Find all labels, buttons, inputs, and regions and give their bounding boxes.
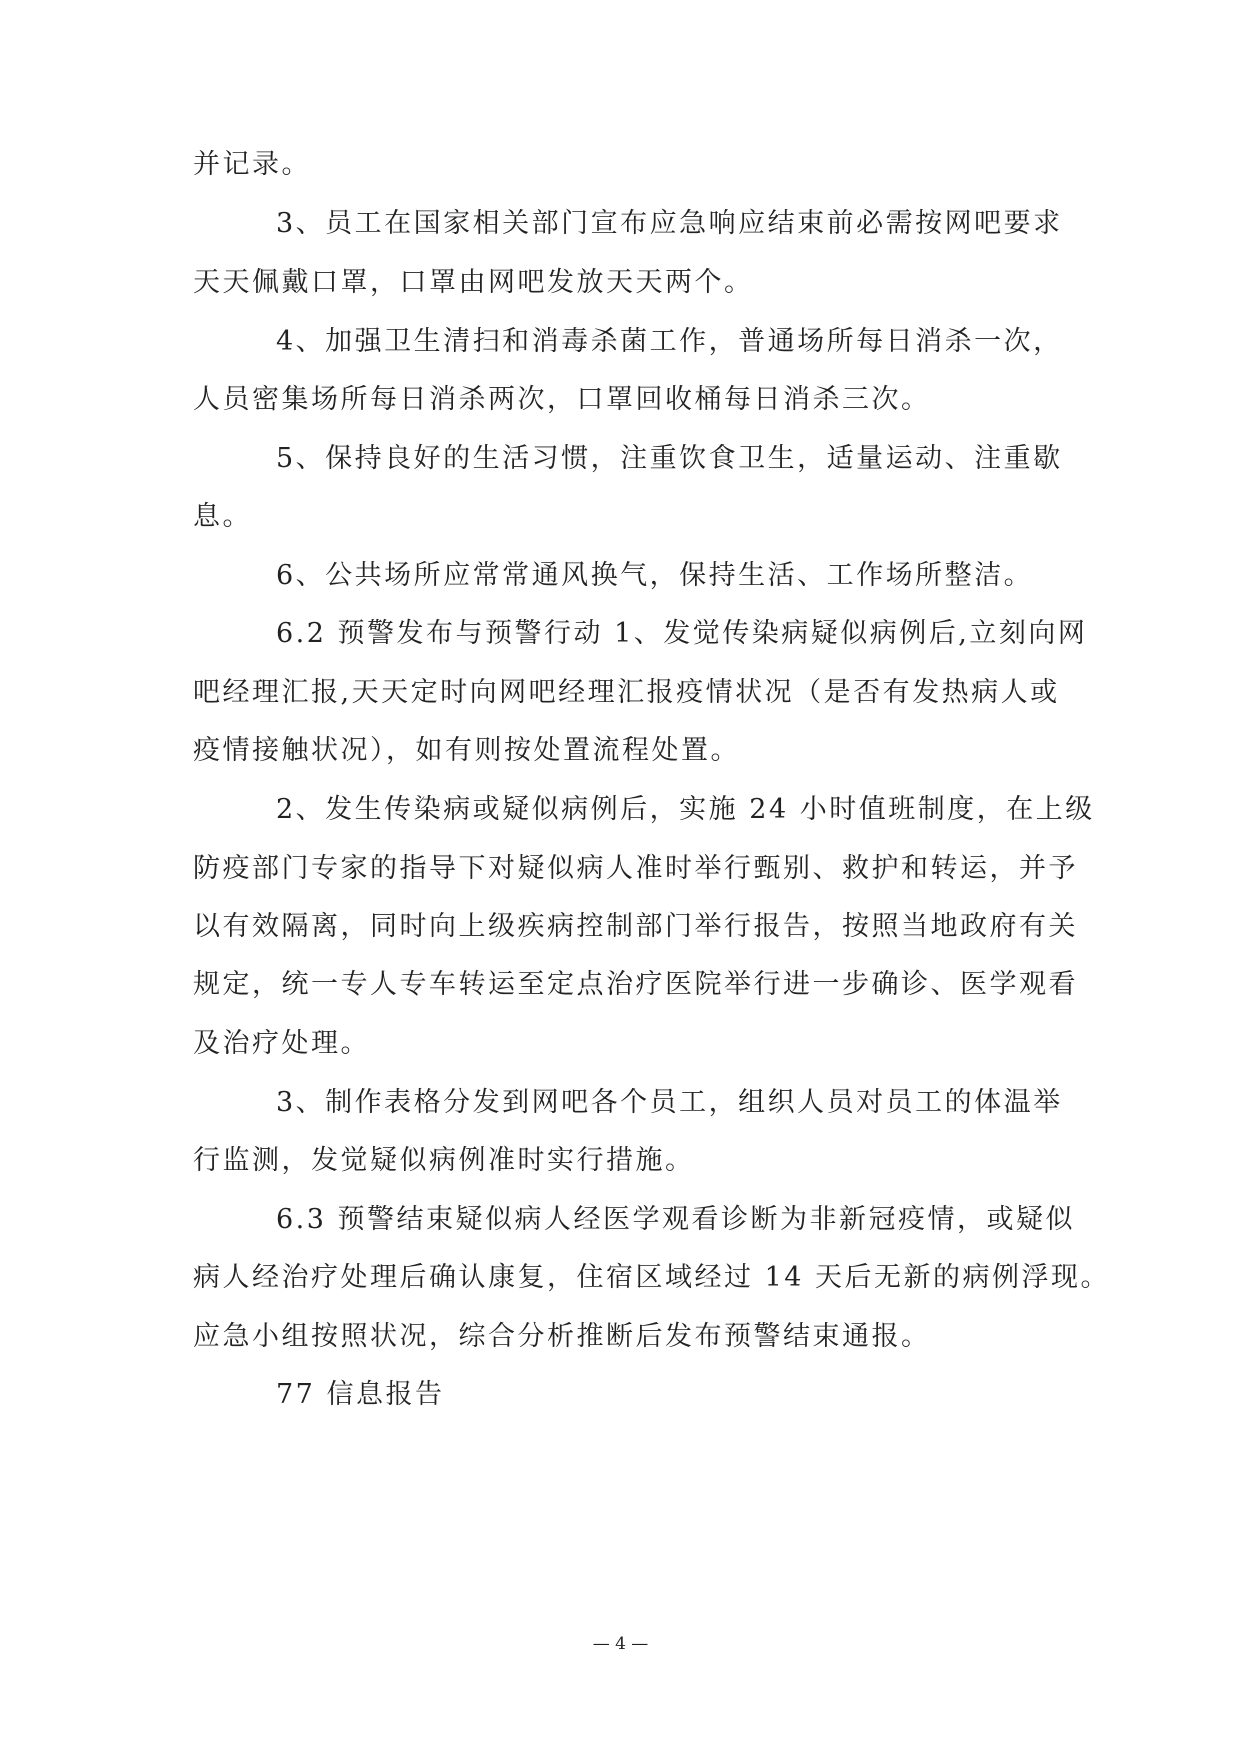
text-line: 5、保持良好的生活习惯，注重饮食卫生，适量运动、注重歇 (276, 443, 1063, 474)
text-line: 应急小组按照状况，综合分析推断后发布预警结束通报。 (193, 1321, 931, 1352)
text-line: 天天佩戴口罩，口罩由网吧发放天天两个。 (193, 267, 754, 298)
section-heading: 77 信息报告 (276, 1379, 445, 1410)
text-line: 规定，统一专人专车转运至定点治疗医院举行进一步确诊、医学观看 (193, 969, 1078, 1000)
text-line: 3、员工在国家相关部门宣布应急响应结束前必需按网吧要求 (276, 208, 1063, 239)
text-line: 以有效隔离，同时向上级疾病控制部门举行报告，按照当地政府有关 (193, 911, 1078, 942)
text-line: 防疫部门专家的指导下对疑似病人准时举行甄别、救护和转运，并予 (193, 853, 1078, 884)
text-line: 行监测，发觉疑似病例准时实行措施。 (193, 1145, 695, 1176)
text-line: 吧经理汇报,天天定时向网吧经理汇报疫情状况（是否有发热病人或 (193, 677, 1060, 708)
text-line: 4、加强卫生清扫和消毒杀菌工作，普通场所每日消杀一次， (276, 326, 1063, 357)
text-line: 2、发生传染病或疑似病例后，实施 24 小时值班制度，在上级 (276, 794, 1095, 825)
text-line: 6、公共场所应常常通风换气，保持生活、工作场所整洁。 (276, 560, 1034, 591)
text-line: 人员密集场所每日消杀两次，口罩回收桶每日消杀三次。 (193, 384, 931, 415)
text-line: 6.3 预警结束疑似病人经医学观看诊断为非新冠疫情，或疑似 (276, 1204, 1076, 1235)
text-line: 及治疗处理。 (193, 1028, 370, 1059)
text-line: 并记录。 (193, 149, 311, 180)
page-number: — 4 — (592, 1634, 649, 1654)
text-line: 6.2 预警发布与预警行动 1、发觉传染病疑似病例后,立刻向网 (276, 618, 1088, 649)
text-line: 疫情接触状况），如有则按处置流程处置。 (193, 735, 740, 766)
text-line: 病人经治疗处理后确认康复，住宿区域经过 14 天后无新的病例浮现。 (193, 1262, 1111, 1293)
text-line: 3、制作表格分发到网吧各个员工，组织人员对员工的体温举 (276, 1087, 1063, 1118)
text-line: 息。 (193, 501, 252, 532)
